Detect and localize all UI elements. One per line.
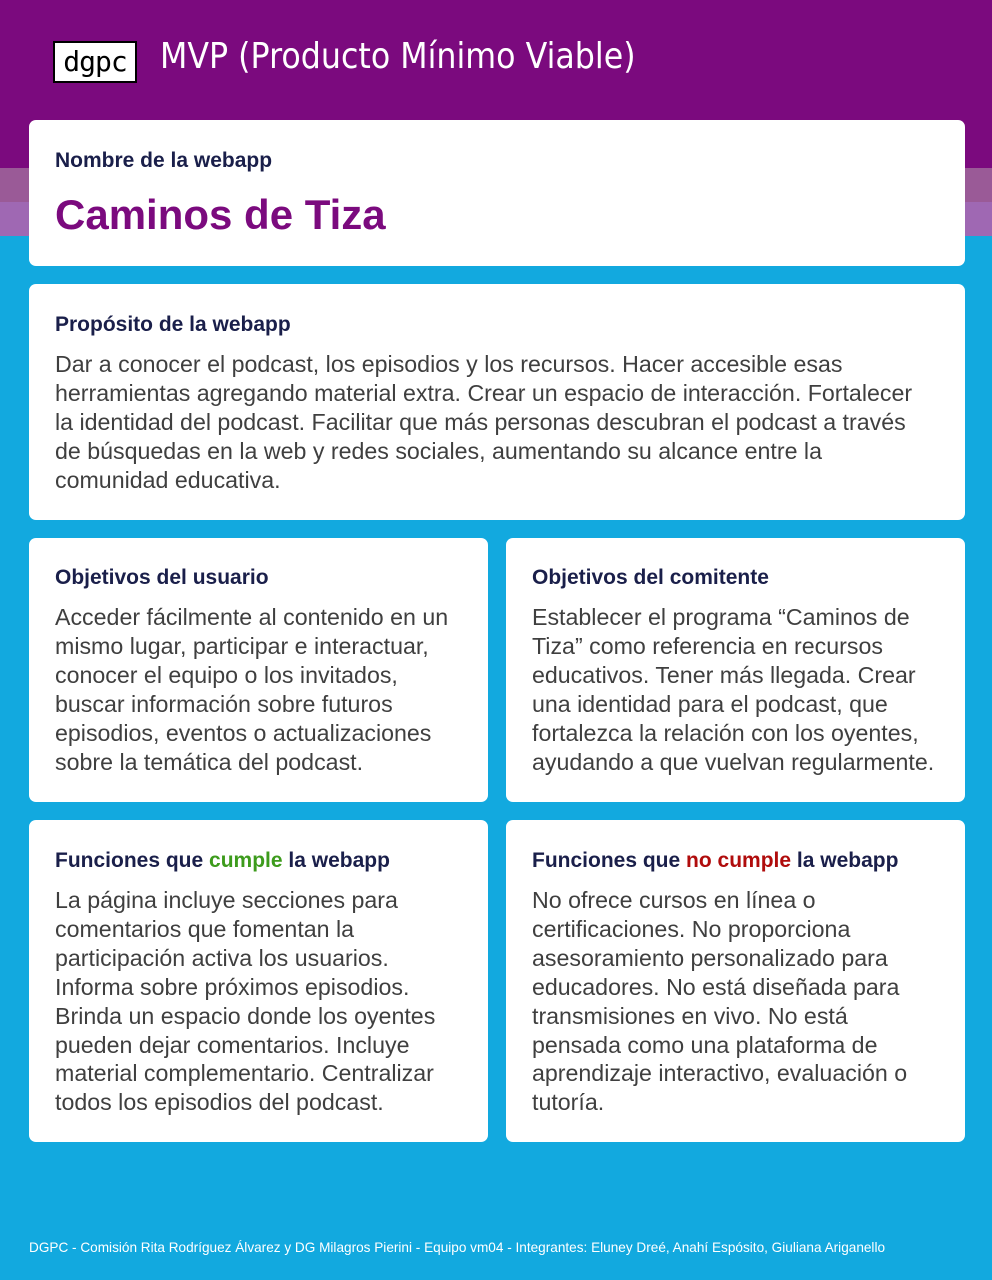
text-line: Informa sobre próximos episodios. [55,973,410,1000]
text-line: transmisiones en vivo. No está [532,1002,848,1029]
text-line: comunidad educativa. [55,466,281,493]
title-prefix: Funciones que [532,849,681,872]
purpose-card [29,284,965,520]
text-line: material complementario. Centralizar [55,1060,434,1087]
client-goals-title: Objetivos del comitente [532,566,769,589]
dgpc-logo: dgpc [53,41,137,83]
text-line: participación activa los usuarios. [55,944,389,971]
text-line: educativos. Tener más llegada. Crear [532,661,916,688]
text-line: fortalezca la relación con los oyentes, [532,719,919,746]
text-line: Acceder fácilmente al contenido en un [55,604,449,630]
client-goals-card [506,538,965,802]
user-goals-text [55,603,462,776]
user-goals-title: Objetivos del usuario [55,566,269,589]
title-prefix: Funciones que [55,849,204,872]
user-goals-card [29,538,488,802]
text-line: pensada como una plataforma de [532,1031,878,1058]
title-suffix: la webapp [288,849,390,872]
not-fulfills-text [532,886,939,1117]
text-line: de búsquedas en la web y redes sociales, aumentando su alcance entre la [55,437,822,464]
fulfills-card [29,820,488,1142]
webapp-name-label: Nombre de la webapp [55,149,273,172]
footer-credits: DGPC - Comisión Rita Rodríguez Álvarez y DG Milagros Pierini - Equipo vm04 - Integrantes: Eluney Dreé, Anahí Espósito, Giuliana Ariganello [29,1240,886,1255]
text-line: No ofrece cursos en línea o [532,887,816,913]
text-line: episodios, eventos o actualizaciones [55,719,432,746]
title-highlight-cumple: cumple [209,849,283,872]
text-line: una identidad para el podcast, que [532,690,888,717]
page-title: MVP (Producto Mínimo Viable) [160,35,636,77]
text-line: sobre la temática del podcast. [55,748,364,775]
text-line: buscar información sobre futuros [55,690,393,717]
not-fulfills-title [532,849,939,873]
text-line: comentarios que fomentan la [55,915,355,942]
fulfills-text [55,886,462,1117]
not-fulfills-card [506,820,965,1142]
purpose-text [55,350,939,495]
text-line: Tiza” como referencia en recursos [532,632,883,659]
text-line: ayudando a que vuelvan regularmente. [532,748,935,775]
text-line: todos los episodios del podcast. [55,1089,384,1116]
text-line: asesoramiento personalizado para [532,944,888,971]
webapp-name-value: Caminos de Tiza [55,191,386,238]
text-line: pueden dejar comentarios. Incluye [55,1031,410,1058]
title-highlight-no-cumple: no cumple [686,849,792,872]
text-line: Dar a conocer el podcast, los episodios y los recursos. Hacer accesible esas [55,351,843,377]
text-line: la identidad del podcast. Facilitar que más personas descubran el podcast a través [55,408,906,435]
webapp-name-card [29,120,965,266]
purpose-title: Propósito de la webapp [55,313,291,336]
fulfills-title [55,849,462,873]
title-suffix: la webapp [796,849,899,872]
text-line: aprendizaje interactivo, evaluación o [532,1060,908,1087]
text-line: certificaciones. No proporciona [532,915,851,942]
client-goals-text [532,603,939,776]
text-line: Establecer el programa “Caminos de [532,604,910,630]
text-line: Brinda un espacio donde los oyentes [55,1002,436,1029]
text-line: educadores. No está diseñada para [532,973,900,1000]
text-line: herramientas agregando material extra. Crear un espacio de interacción. Fortalecer [55,379,913,406]
text-line: mismo lugar, participar e interactuar, [55,632,429,659]
text-line: tutoría. [532,1089,605,1116]
text-line: La página incluye secciones para [55,887,398,913]
text-line: conocer el equipo o los invitados, [55,661,398,688]
